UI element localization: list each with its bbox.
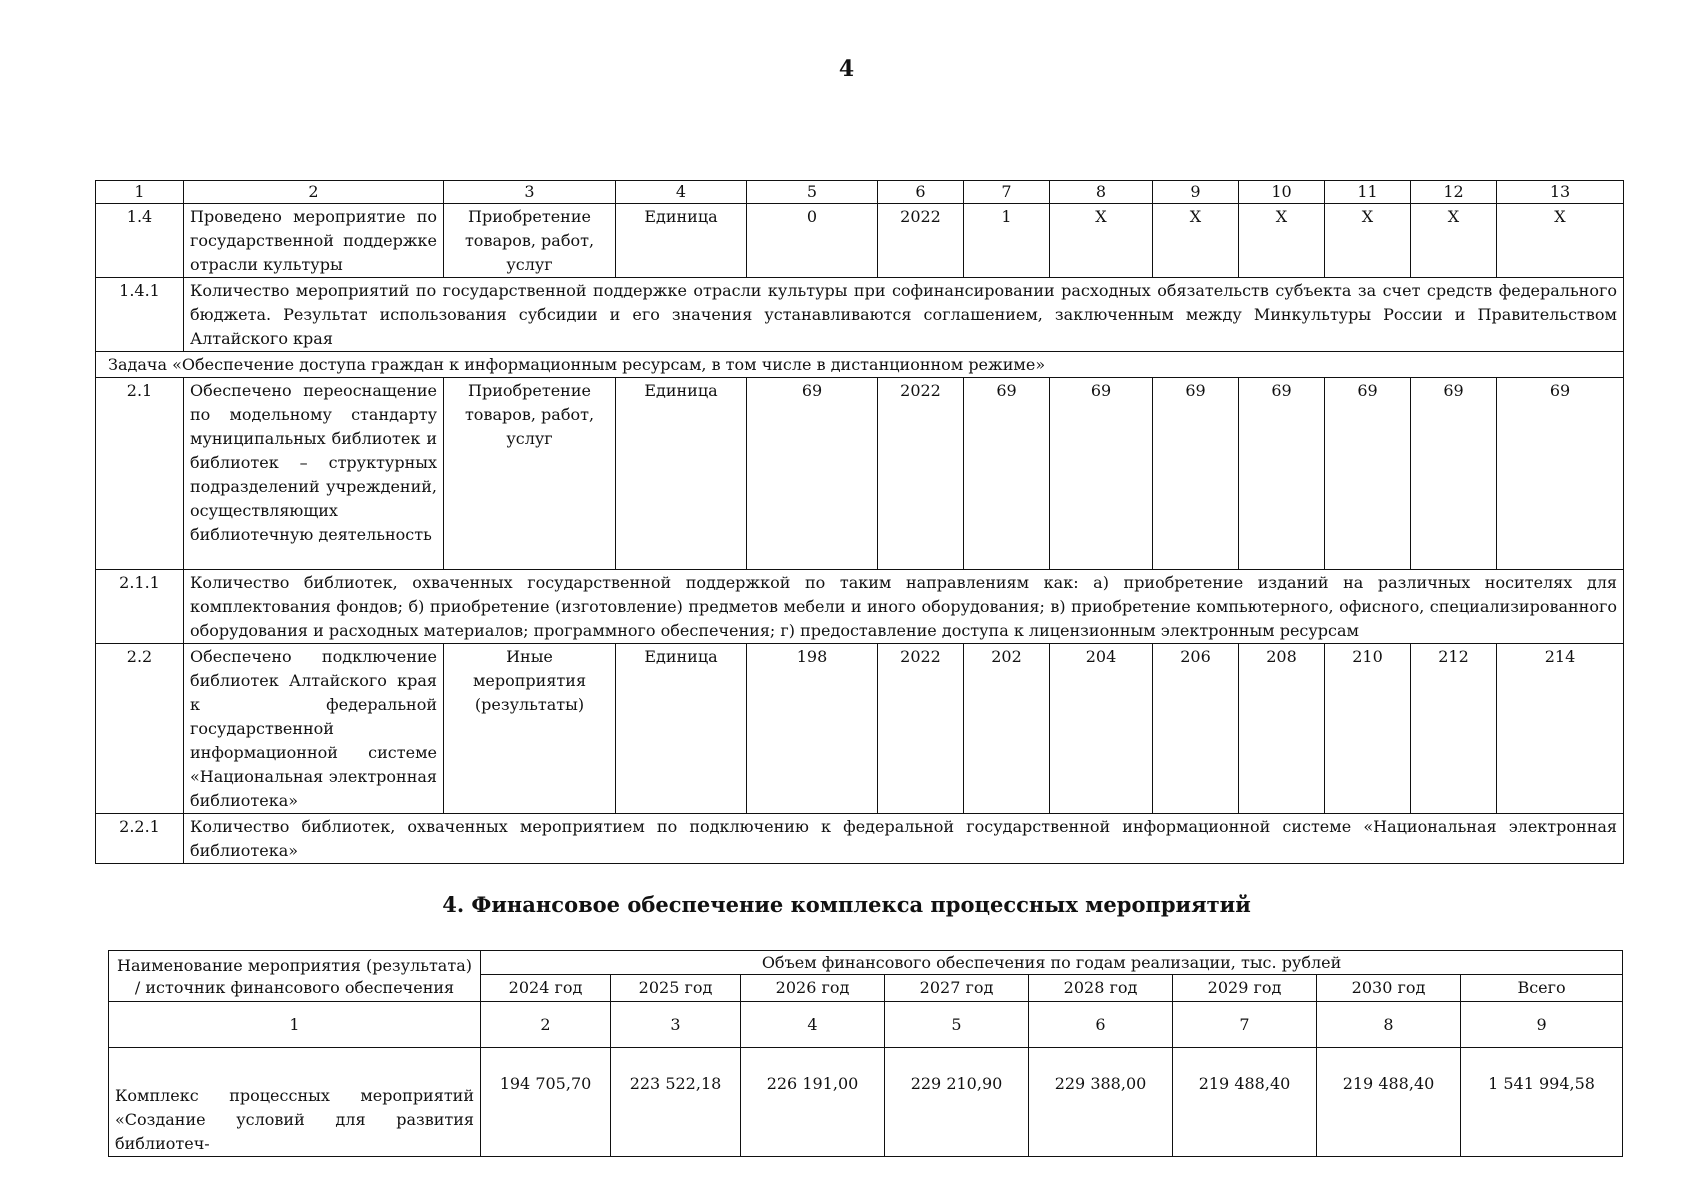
unit: Единица: [616, 204, 747, 278]
column-number: 3: [611, 1002, 741, 1048]
financing-table: [108, 950, 1623, 1157]
value-cell: 210: [1325, 644, 1411, 814]
complex-name: Комплекс процессных мероприятий «Создание условий для развития библиотеч-: [109, 1048, 481, 1157]
row-number: 1.4: [96, 204, 184, 278]
value-cell: 206: [1153, 644, 1239, 814]
task-title: Задача «Обеспечение доступа граждан к информационным ресурсам, в том числе в дистанционном режиме»: [96, 352, 1624, 378]
column-number: 6: [878, 181, 964, 204]
table-row: [96, 570, 1624, 644]
result-type: Приобретение товаров, работ, услуг: [444, 204, 616, 278]
column-number: 10: [1239, 181, 1325, 204]
value-cell: X: [1239, 204, 1325, 278]
column-numbers-row: [96, 181, 1624, 204]
year-header: 2025 год: [611, 975, 741, 1002]
amount-cell: 194 705,70: [481, 1048, 611, 1157]
base-value: 198: [747, 644, 878, 814]
column-number: 2: [184, 181, 444, 204]
column-number: 1: [109, 1002, 481, 1048]
value-cell: 69: [964, 378, 1050, 570]
result-name: Обеспечено переоснащение по модельному стандарту муниципальных библиотек и библиотек – структурных подразделений учреждений, осуществляющих библиотечную деятельность: [184, 378, 444, 570]
base-year: 2022: [878, 204, 964, 278]
column-number: 1: [96, 181, 184, 204]
column-number: 5: [885, 1002, 1029, 1048]
header-row: [109, 951, 1623, 975]
column-number: 7: [964, 181, 1050, 204]
column-number: 5: [747, 181, 878, 204]
base-year: 2022: [878, 644, 964, 814]
amount-cell: 226 191,00: [741, 1048, 885, 1157]
base-value: 69: [747, 378, 878, 570]
value-cell: X: [1325, 204, 1411, 278]
row-number: 2.2.1: [96, 814, 184, 864]
value-cell: 1: [964, 204, 1050, 278]
result-type: Приобретение товаров, работ, услуг: [444, 378, 616, 570]
year-header: 2029 год: [1173, 975, 1317, 1002]
column-number: 4: [616, 181, 747, 204]
value-cell: X: [1497, 204, 1624, 278]
column-number: 7: [1173, 1002, 1317, 1048]
value-cell: 204: [1050, 644, 1153, 814]
volume-header: Объем финансового обеспечения по годам реализации, тыс. рублей: [481, 951, 1623, 975]
year-header: 2027 год: [885, 975, 1029, 1002]
row-description: Количество мероприятий по государственной поддержке отрасли культуры при софинансировании расходных обязательств субъекта за счет средств федерального бюджета. Результат использования субсидии и его значения устанавливаются соглашением, заключенным между Минкультуры России и Правительством Алтайского края: [184, 278, 1624, 352]
amount-cell: 229 388,00: [1029, 1048, 1173, 1157]
indicators-table: [95, 180, 1624, 864]
value-cell: 212: [1411, 644, 1497, 814]
column-number: 6: [1029, 1002, 1173, 1048]
column-number: 13: [1497, 181, 1624, 204]
base-year: 2022: [878, 378, 964, 570]
table-row: [109, 1048, 1623, 1157]
row-number: 2.1: [96, 378, 184, 570]
year-header: 2028 год: [1029, 975, 1173, 1002]
column-number: 3: [444, 181, 616, 204]
value-cell: 69: [1411, 378, 1497, 570]
table-row: [96, 644, 1624, 814]
table-row: [96, 204, 1624, 278]
table-row: [96, 378, 1624, 570]
unit: Единица: [616, 378, 747, 570]
year-header: 2024 год: [481, 975, 611, 1002]
amount-cell: 223 522,18: [611, 1048, 741, 1157]
value-cell: 208: [1239, 644, 1325, 814]
column-number: 9: [1461, 1002, 1623, 1048]
total-header: Всего: [1461, 975, 1623, 1002]
table-row: [96, 814, 1624, 864]
value-cell: X: [1153, 204, 1239, 278]
section-title: 4. Финансовое обеспечение комплекса процессных мероприятий: [442, 892, 1251, 917]
task-row: [96, 352, 1624, 378]
amount-cell: 219 488,40: [1173, 1048, 1317, 1157]
column-number: 8: [1050, 181, 1153, 204]
row-number: 2.1.1: [96, 570, 184, 644]
value-cell: X: [1411, 204, 1497, 278]
column-numbers-row: [109, 1002, 1623, 1048]
value-cell: 69: [1497, 378, 1624, 570]
page-number: 4: [838, 56, 855, 82]
year-header: 2026 год: [741, 975, 885, 1002]
value-cell: X: [1050, 204, 1153, 278]
value-cell: 69: [1325, 378, 1411, 570]
amount-cell: 219 488,40: [1317, 1048, 1461, 1157]
row-number: 1.4.1: [96, 278, 184, 352]
unit: Единица: [616, 644, 747, 814]
column-number: 12: [1411, 181, 1497, 204]
value-cell: 69: [1050, 378, 1153, 570]
row-description: Количество библиотек, охваченных мероприятием по подключению к федеральной государственной информационной системе «Национальная электронная библиотека»: [184, 814, 1624, 864]
result-type: Иные мероприятия (результаты): [444, 644, 616, 814]
year-header: 2030 год: [1317, 975, 1461, 1002]
table-row: [96, 278, 1624, 352]
column-number: 4: [741, 1002, 885, 1048]
column-number: 8: [1317, 1002, 1461, 1048]
value-cell: 202: [964, 644, 1050, 814]
base-value: 0: [747, 204, 878, 278]
amount-cell: 229 210,90: [885, 1048, 1029, 1157]
column-number: 2: [481, 1002, 611, 1048]
result-name: Проведено мероприятие по государственной поддержке отрасли культуры: [184, 204, 444, 278]
name-header: Наименование мероприятия (результата) / источник финансового обеспечения: [109, 951, 481, 1002]
column-number: 11: [1325, 181, 1411, 204]
result-name: Обеспечено подключение библиотек Алтайского края к федеральной государственной информационной системе «Национальная электронная библиотека»: [184, 644, 444, 814]
row-number: 2.2: [96, 644, 184, 814]
value-cell: 69: [1153, 378, 1239, 570]
row-description: Количество библиотек, охваченных государственной поддержкой по таким направлениям как: а) приобретение изданий на различных носителях для комплектования фондов; б) приобретение (изготовление) предметов мебели и иного оборудования; в) приобретение компьютерного, офисного, специализированного оборудования и расходных материалов; программного обеспечения; г) предоставление доступа к лицензионным электронным ресурсам: [184, 570, 1624, 644]
value-cell: 69: [1239, 378, 1325, 570]
total-amount-cell: 1 541 994,58: [1461, 1048, 1623, 1157]
column-number: 9: [1153, 181, 1239, 204]
value-cell: 214: [1497, 644, 1624, 814]
